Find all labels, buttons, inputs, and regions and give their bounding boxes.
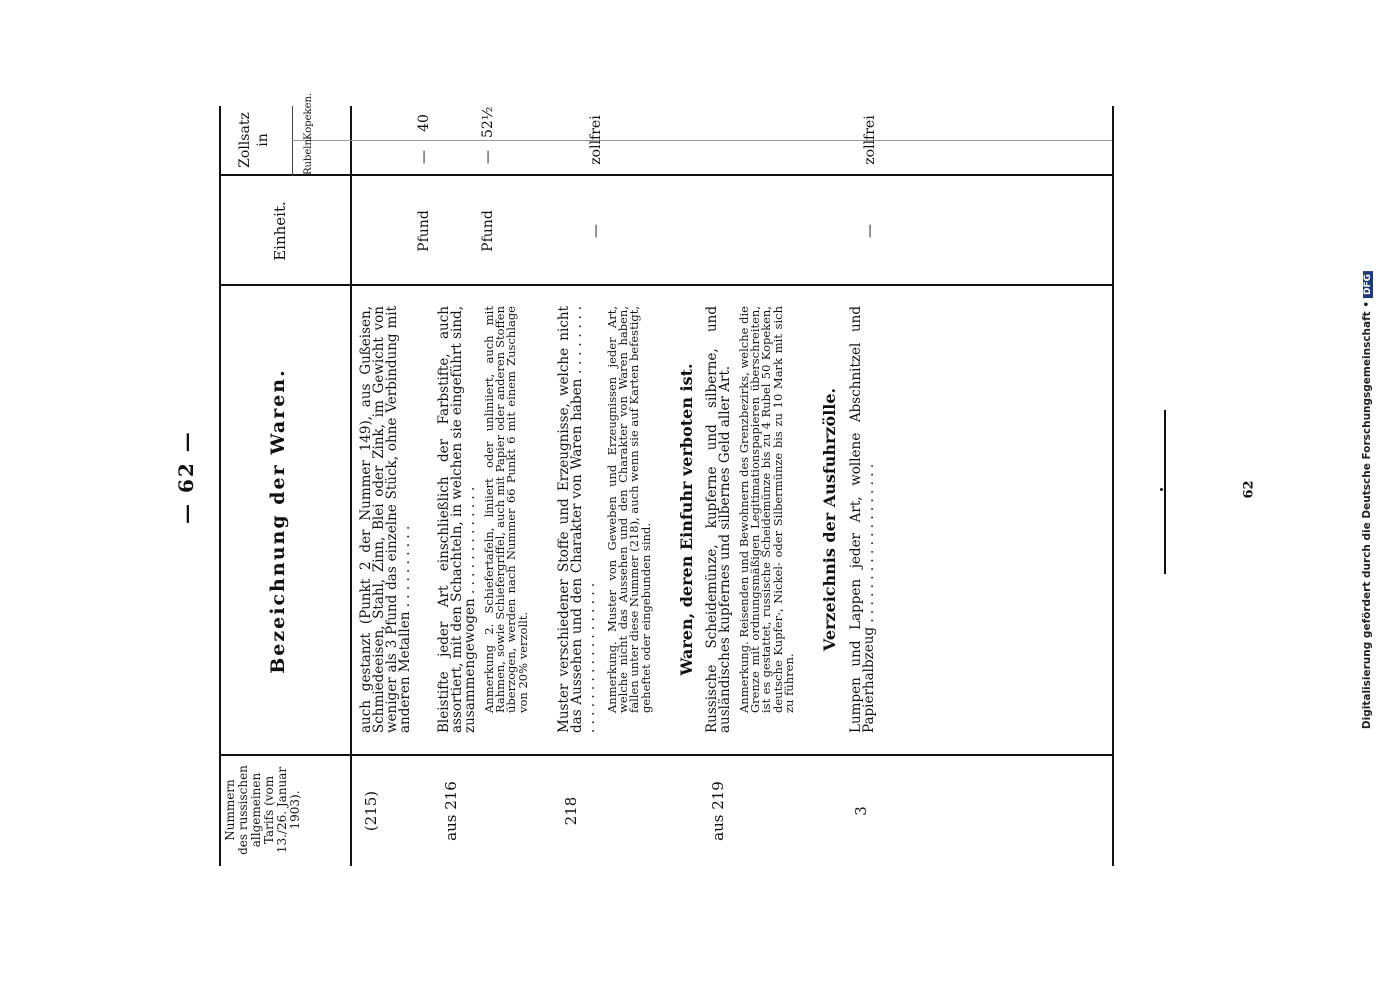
header-unit: Einheit.	[271, 201, 289, 261]
row1-text: auch gestanzt (Punkt 2 der Nummer 149), aus Gußeisen, Schmiedeeisen, Stahl, Zinn, Blei oder Zink, im Gewicht von weniger als 3 Pfund das einzelne Stück, ohne Verbindung mit anderen Metallen . . . . . . . . . .	[358, 306, 413, 733]
row5-unit: —	[862, 224, 878, 238]
row1-number: (215)	[362, 790, 380, 832]
row1-kopeks: 40	[416, 114, 432, 132]
row2-number: aus 216	[442, 781, 460, 841]
row2-unit: Pfund	[480, 210, 496, 252]
row5-number: 3	[852, 806, 870, 816]
footer-dot	[1160, 488, 1163, 491]
row3-text: Muster verschiedener Stoffe und Erzeugnisse, welche nicht das Aussehen und den Charakter von Waren haben . . . . . . . . . . . . . . . . . . . . . . . . . .	[556, 306, 598, 733]
header-rate-kopeks: Kopeken.	[303, 92, 314, 140]
row3-rate: zollfrei	[588, 115, 604, 165]
row2-kopeks: 52½	[480, 106, 496, 138]
dfg-logo: DFG	[1363, 271, 1373, 298]
row4-text: Russische Scheidemünze, kupferne und silberne, und ausländisches kupfernes und silbernes Geld aller Art.	[704, 306, 733, 733]
row1-unit: Pfund	[416, 210, 432, 252]
footer-rule	[1164, 410, 1166, 574]
row2-rubles: —	[480, 150, 496, 164]
rate-sub-divider	[292, 140, 1112, 141]
section-export-duties: Verzeichnis der Ausfuhrzölle.	[820, 387, 839, 652]
row3-number: 218	[562, 796, 580, 826]
section-import-ban: Waren, deren Einfuhr verboten ist.	[677, 363, 696, 676]
row3-note: Anmerkung. Muster von Geweben und Erzeugnissen jeder Art, welche nicht das Aussehen und den Charakter von Waren haben, fallen unter diese Nummer (218), auch wenn sie auf Karten befestigt, geheftet oder eingebunden sind.	[605, 305, 653, 713]
divider-unit-rate	[219, 174, 1114, 176]
divider-number-goods	[219, 754, 1114, 756]
rotated-page	[162, 92, 1137, 866]
rate-subheader-rule	[292, 106, 293, 176]
row3-unit: —	[588, 224, 604, 238]
header-goods: Bezeichnung der Waren.	[267, 368, 289, 674]
row5-text: Lumpen und Lappen jeder Art, wollene Abschnitzel und Papierhalbzeug . . . . . . . . . . . . . . . . . . .	[848, 306, 877, 733]
row5-rate: zollfrei	[862, 115, 878, 165]
divider-goods-unit	[219, 284, 1114, 286]
table-header-rule	[350, 106, 352, 866]
row2-note: Anmerkung 2. Schiefertafeln, liniiert oder unliniiert, auch mit Rahmen, sowie Schiefergriffel, auch mit Papier oder anderen Stoffen überzogen, werden nach Nummer 66 Punkt 6 mit einem Zuschlage von 20% verzollt.	[482, 306, 530, 713]
row2-text: Bleistifte jeder Art einschließlich der Farbstifte, auch assortiert, mit den Schachteln, in welchen sie eingeführt sind, zusammengewogen . . . . . . . . . . . . .	[436, 306, 478, 733]
row1-rubles: —	[416, 150, 432, 164]
header-rate-title: Zollsatz in	[237, 112, 271, 168]
page-number-header: — 62 —	[174, 430, 198, 524]
table-top-rule	[219, 106, 221, 866]
header-number: Nummern des russischen allgemeinen Tarifs (vom 13./26. Januar 1903).	[223, 765, 302, 855]
header-rate-rubles: Rubeln.	[303, 135, 314, 175]
digitization-text: Digitalisierung gefördert durch die Deutsche Forschungsgemeinschaft •	[1361, 300, 1373, 730]
row4-note: Anmerkung. Reisenden und Bewohnern des Grenzbezirks, welche die Grenze mit ordnungsmäßigen Legitimationspapieren überschreiten, ist es gestattet, russische Scheidemünze bis zu 4 Rubel 50 Kopeken, deutsche Kupfer-, Nickel- oder Silbermünze bis zu 10 Mark mit sich zu führen.	[737, 306, 796, 713]
table-bottom-rule	[1112, 106, 1114, 866]
row4-number: aus 219	[709, 781, 727, 841]
page-number-footer: 62	[1241, 480, 1257, 499]
